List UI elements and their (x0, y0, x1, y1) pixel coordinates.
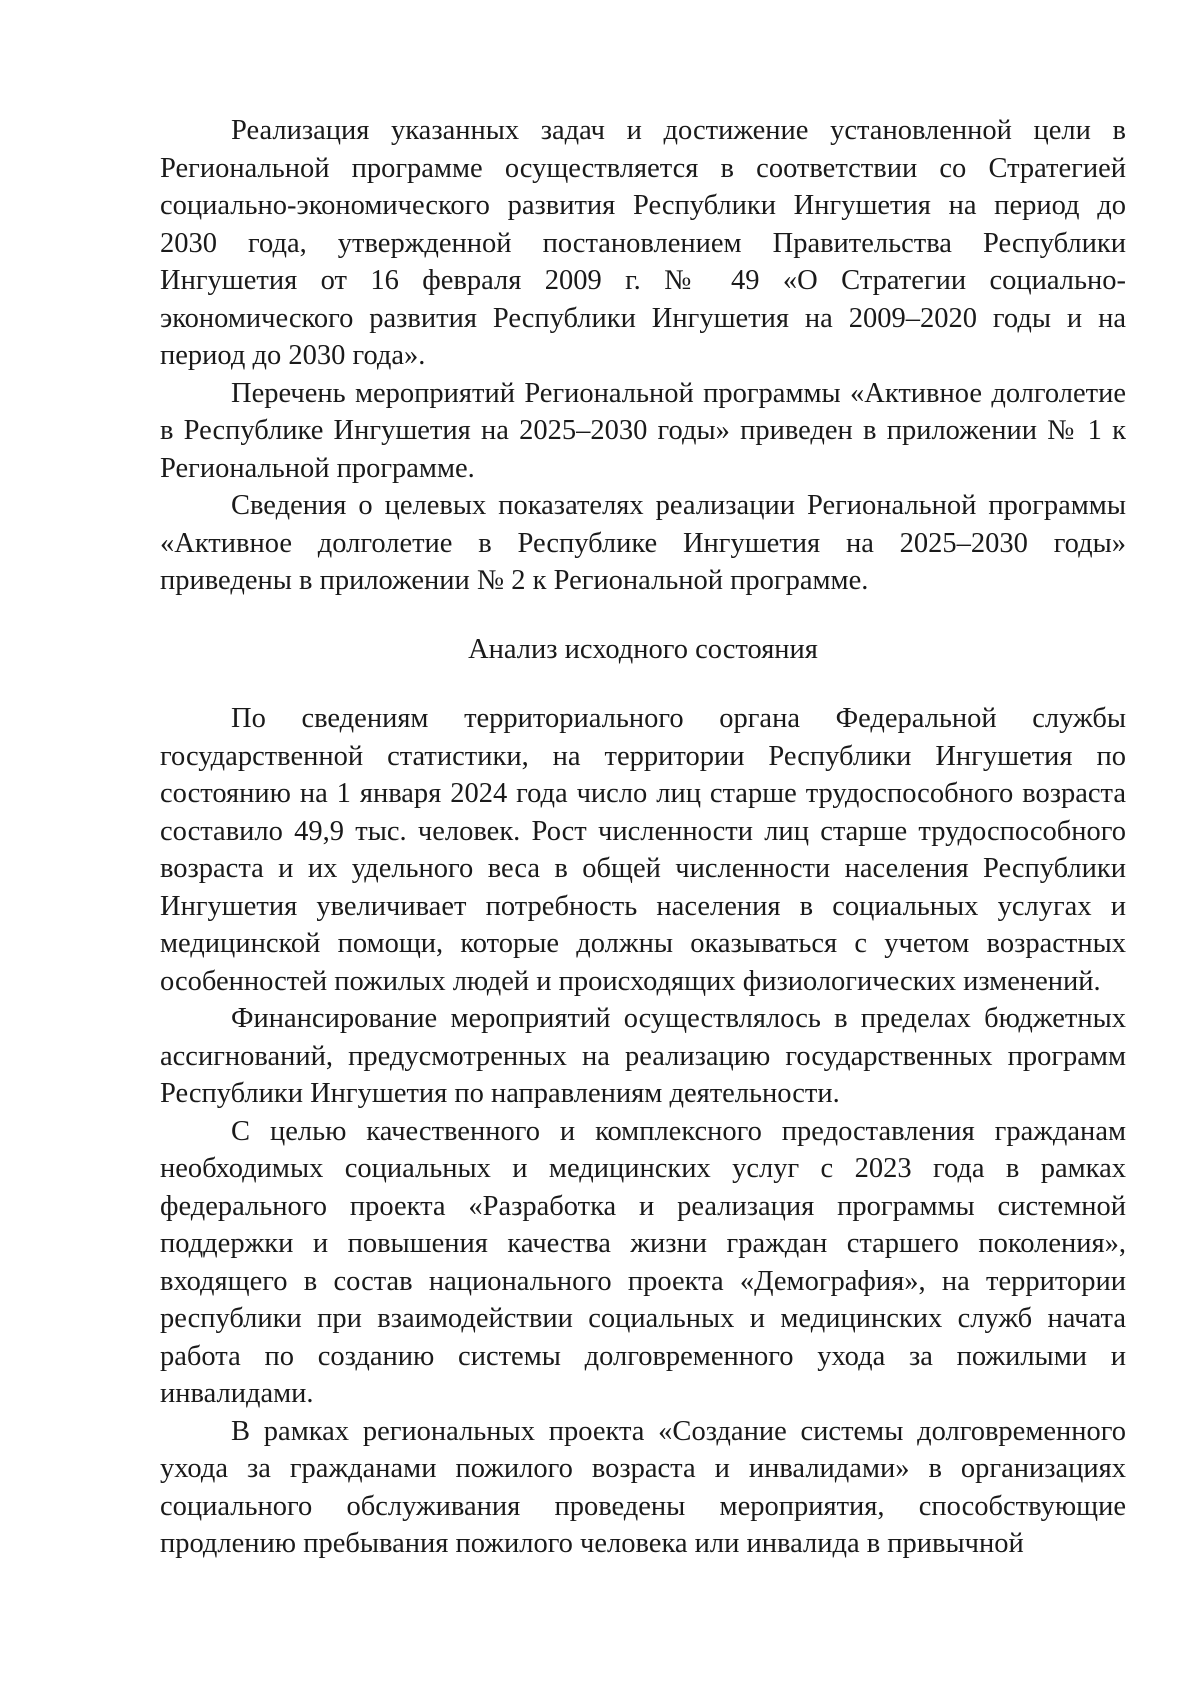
paragraph-strategy: Реализация указанных задач и достижение установленной цели в Региональной программе осуществляется в соответствии со Стратегией социально-экономического развития Республики Ингушетия на период до 2030 года, утвержденной постановлением Правительства Республики Ингушетия от 16 февраля 2009 г. № 49 «О Стратегии социально-экономического развития Республики Ингушетия на 2009–2020 годы и на период до 2030 года». (160, 115, 1126, 371)
paragraph-regional-project: В рамках региональных проекта «Создание системы долговременного ухода за гражданами пожилого возраста и инвалидами» в организациях социального обслуживания проведены мероприятия, способствующие продлению пребывания пожилого человека или инвалида в привычной (160, 1415, 1126, 1559)
paragraph-statistics: По сведениям территориального органа Федеральной службы государственной статистики, на территории Республики Ингушетия по состоянию на 1 января 2024 года число лиц старше трудоспособного возраста составило 49,9 тыс. человек. Рост численности лиц старше трудоспособного возраста и их удельного веса в общей численности населения Республики Ингушетия увеличивает потребность населения в социальных услугах и медицинской помощи, которые должны оказываться с учетом возрастных особенностей пожилых людей и происходящих физиологических изменений. (160, 703, 1126, 997)
paragraph-target-indicators: Сведения о целевых показателях реализации Региональной программы «Активное долголетие в Республике Ингушетия на 2025–2030 годы» приведены в приложении № 2 к Региональной программе. (160, 490, 1126, 596)
section-heading: Анализ исходного состояния (468, 633, 818, 665)
document-page (160, 112, 1126, 1563)
paragraph-financing: Финансирование мероприятий осуществлялось в пределах бюджетных ассигнований, предусмотренных на реализацию государственных программ Республики Ингушетия по направлениям деятельности. (160, 1003, 1126, 1109)
paragraph-activities-list: Перечень мероприятий Региональной программы «Активное долголетие в Республике Ингушетия на 2025–2030 годы» приведен в приложении № 1 к Региональной программе. (160, 377, 1126, 484)
paragraph-federal-project: С целью качественного и комплексного предоставления гражданам необходимых социальных и медицинских услуг с 2023 года в рамках федерального проекта «Разработка и реализация программы системной поддержки и повышения качества жизни граждан старшего поколения», входящего в состав национального проекта «Демография», на территории республики при взаимодействии социальных и медицинских служб начата работа по созданию системы долговременного ухода за пожилыми и инвалидами. (160, 1115, 1126, 1409)
